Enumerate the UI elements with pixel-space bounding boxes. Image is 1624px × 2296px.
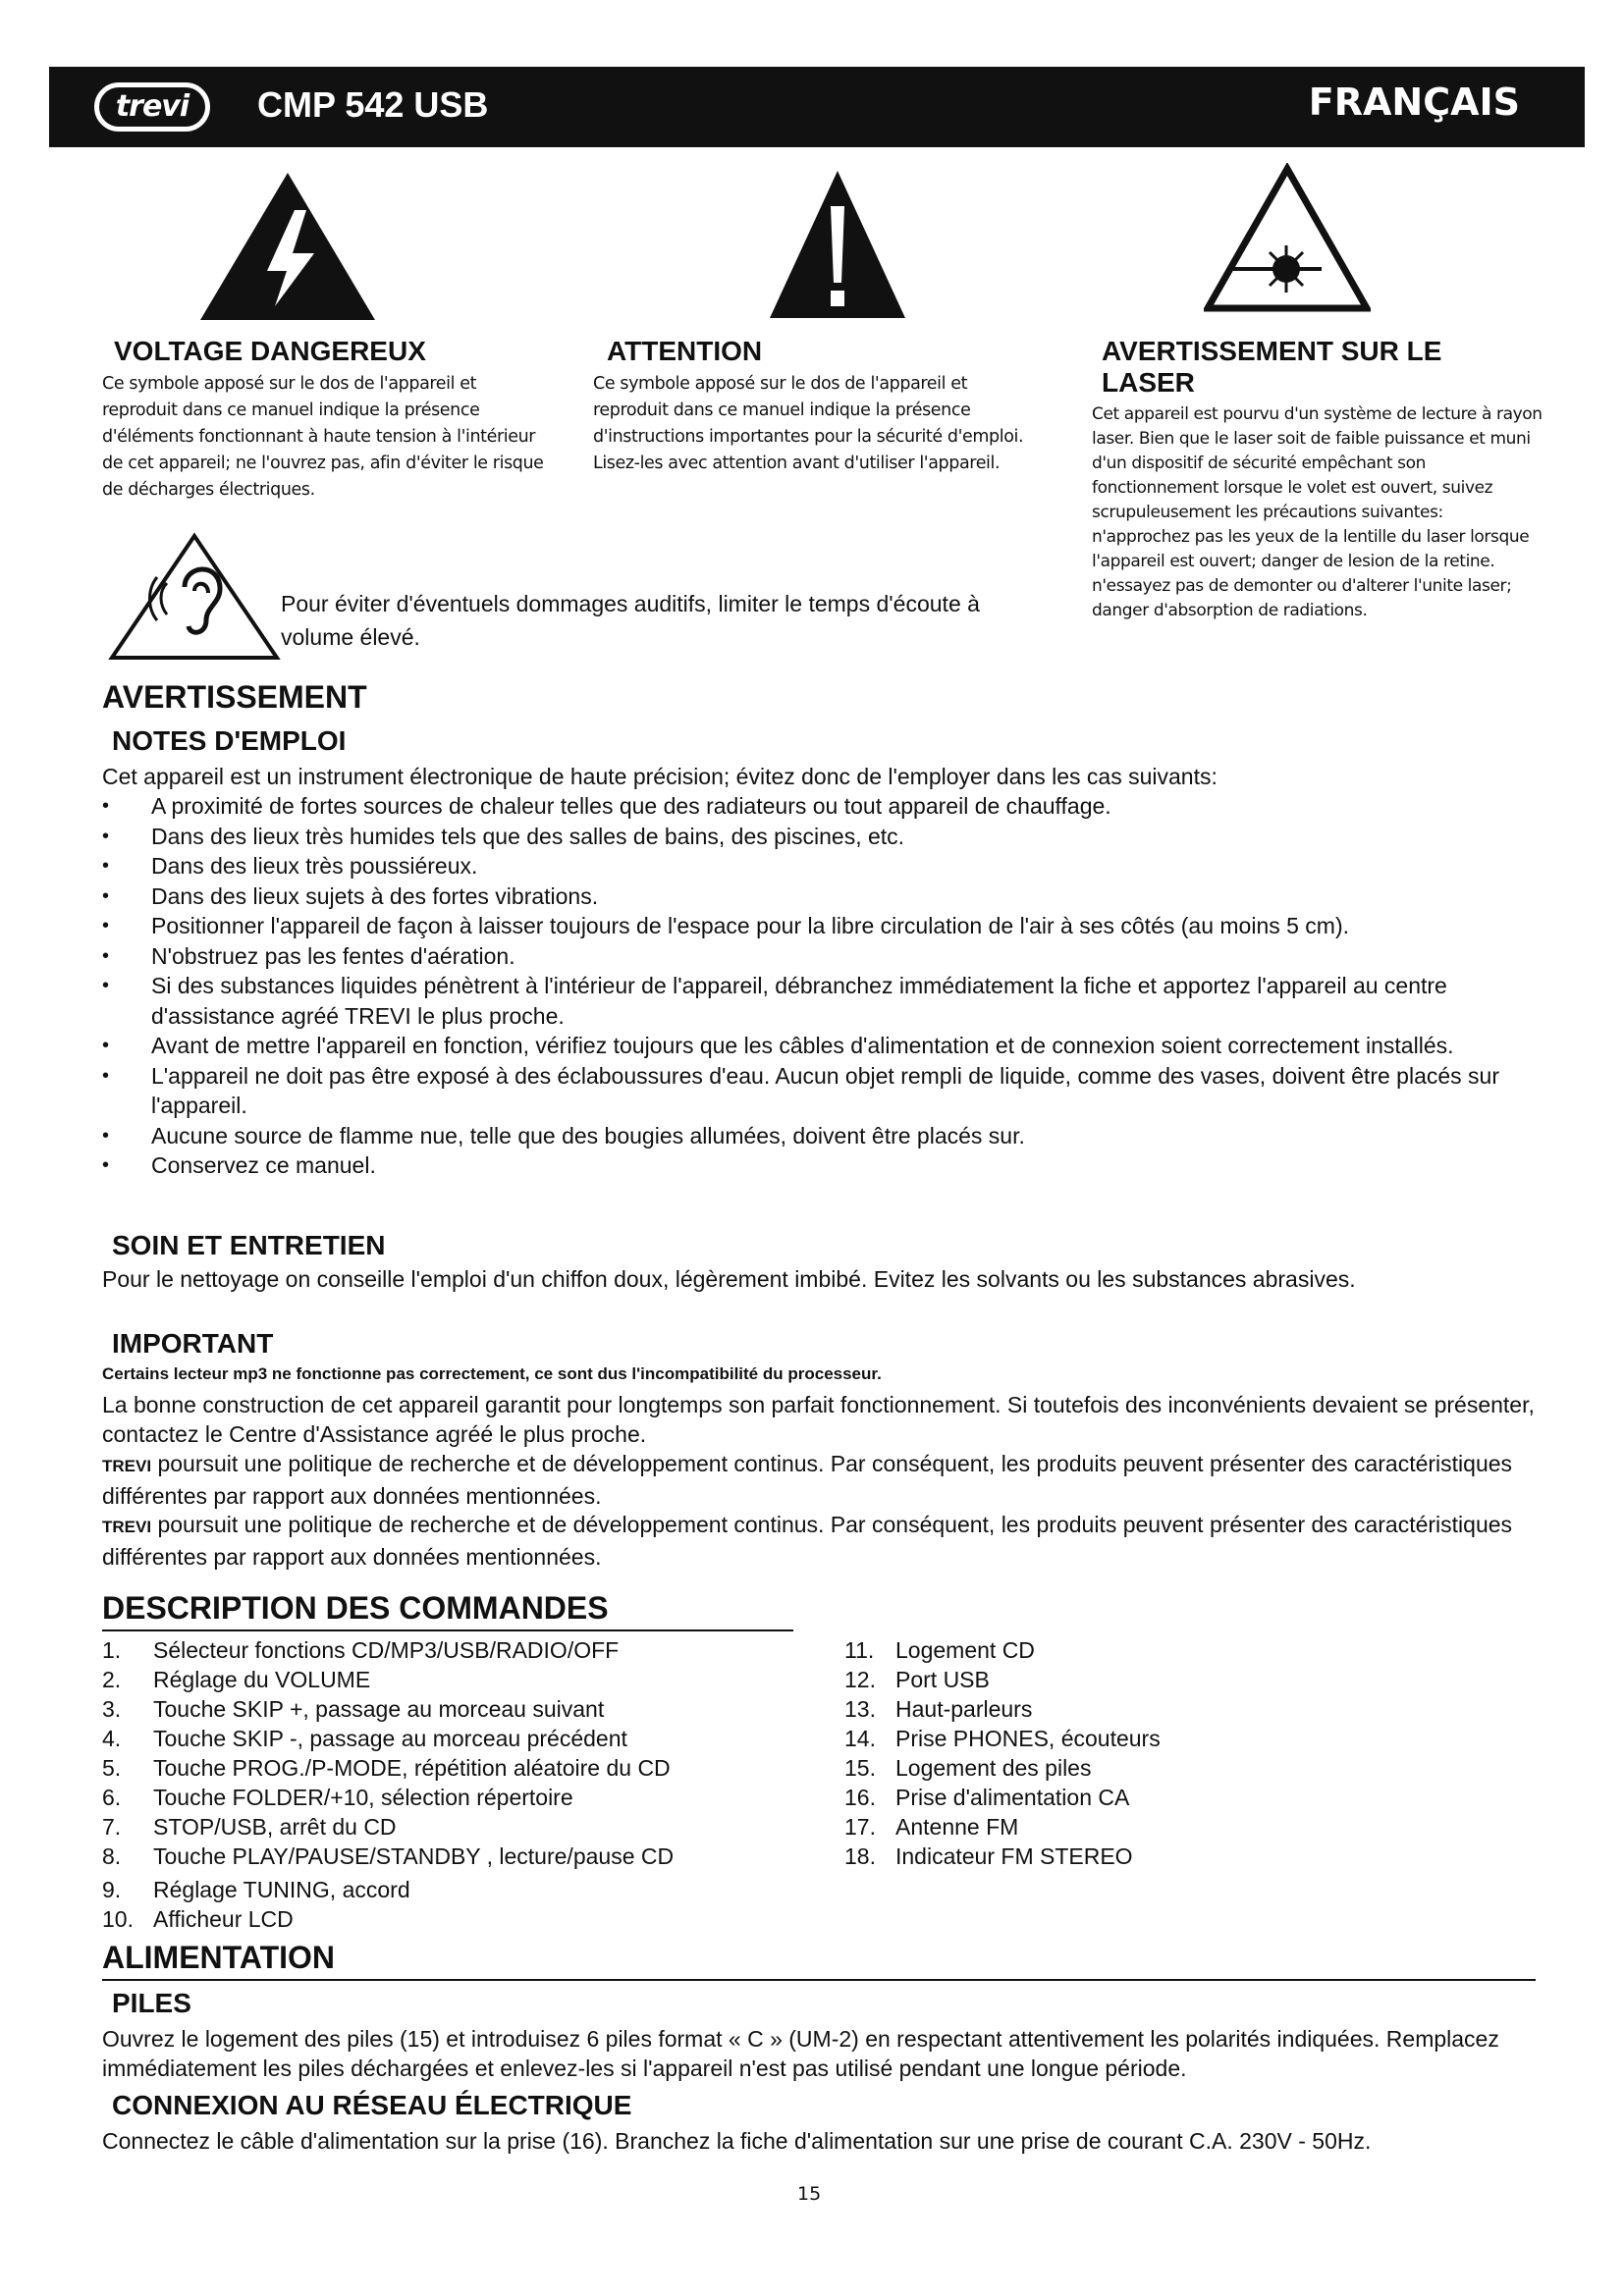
commandes-underline — [102, 1629, 793, 1631]
list-item: 2. Réglage du VOLUME — [102, 1667, 371, 1692]
list-item: • Dans des lieux sujets à des fortes vibrations. — [49, 881, 1542, 912]
list-item: • Dans des lieux très humides tels que des salles de bains, des piscines, etc. — [49, 822, 1542, 852]
list-item: 13. Haut-parleurs — [844, 1696, 1033, 1722]
list-item: 16. Prise d'alimentation CA — [844, 1785, 1130, 1810]
alimentation-title: ALIMENTATION — [102, 1940, 335, 1975]
list-item: 6. Touche FOLDER/+10, sélection répertoire — [102, 1785, 573, 1810]
list-item: 14. Prise PHONES, écouteurs — [844, 1726, 1161, 1751]
list-item: 18. Indicateur FM STEREO — [844, 1843, 1133, 1869]
voltage-title: VOLTAGE DANGEREUX — [114, 336, 426, 366]
list-item: 5. Touche PROG./P-MODE, répétition aléatoire du CD — [102, 1755, 671, 1781]
attention-title: ATTENTION — [607, 336, 763, 366]
alimentation-underline — [102, 1979, 1536, 1981]
list-item: • L'appareil ne doit pas être exposé à des éclaboussures d'eau. Aucun objet rempli de liquide, comme des vases, doivent être placés sur l'appareil. — [49, 1061, 1542, 1121]
attention-text: Ce symbole apposé sur le dos de l'appareil et reproduit dans ce manuel indique la présence d'instructions importantes pour la sécurité d'emploi. Lisez-les avec attention avant d'utiliser l'appareil. — [593, 374, 1024, 473]
list-item: 17. Antenne FM — [844, 1814, 1019, 1840]
hearing-text: Pour éviter d'éventuels dommages auditifs, limiter le temps d'écoute à volume élevé. — [281, 591, 980, 650]
list-item: 10. Afficheur LCD — [102, 1906, 294, 1932]
exclamation-warning-icon — [766, 167, 909, 322]
language-label: FRANÇAIS — [1308, 80, 1520, 124]
avertissement-title: AVERTISSEMENT — [102, 679, 367, 715]
important-p2: TREVI poursuit une politique de recherche et de développement continus. Par conséquent, les produits peuvent présenter des caractéristiques différentes par rapport aux données mentionnées. — [102, 1451, 1513, 1509]
important-p3: TREVI poursuit une politique de recherche et de développement continus. Par conséquent, les produits peuvent présenter des caractéristiques différentes par rapport aux données mentionnées. — [102, 1512, 1513, 1570]
list-item: • Positionner l'appareil de façon à laisser toujours de l'espace pour la libre circulation de l'air à ses côtés (au moins 5 cm). — [49, 911, 1542, 941]
list-item: 8. Touche PLAY/PAUSE/STANDBY , lecture/pause CD — [102, 1843, 675, 1869]
important-p1: La bonne construction de cet appareil garantit pour longtemps son parfait fonctionnement. Si toutefois des inconvénients devaient se présenter, contactez le Centre d'Assistance agréé le plus proche. — [102, 1392, 1535, 1447]
list-item: 9. Réglage TUNING, accord — [102, 1877, 410, 1902]
trevi-logo: trevi — [94, 82, 210, 132]
list-item: 3. Touche SKIP +, passage au morceau suivant — [102, 1696, 605, 1722]
list-item: • Aucune source de flamme nue, telle que des bougies allumées, doivent être placés sur. — [49, 1121, 1542, 1151]
piles-text: Ouvrez le logement des piles (15) et introduisez 6 piles format « C » (UM-2) en respectant attentivement les polarités indiquées. Remplacez immédiatement les piles déchargées et enlevez-les si l'appareil n'est pas utilisé pendant une longue période. — [102, 2026, 1499, 2081]
laser-warning — [1092, 336, 1543, 623]
list-item: 1. Sélecteur fonctions CD/MP3/USB/RADIO/OFF — [102, 1637, 620, 1663]
voltage-text: Ce symbole apposé sur le dos de l'appareil et reproduit dans ce manuel indique la présence d'éléments fonctionnant à haute tension à l'intérieur de cet appareil; ne l'ouvrez pas, afin d'éviter le risque de décharges électriques. — [102, 374, 544, 500]
list-item: • A proximité de fortes sources de chaleur telles que des radiateurs ou tout appareil de chauffage. — [49, 791, 1542, 822]
piles-title: PILES — [112, 1988, 191, 2018]
commandes-title: DESCRIPTION DES COMMANDES — [102, 1590, 609, 1626]
brand-name: TREVI — [102, 1518, 152, 1536]
notes-bullet-list — [49, 791, 1542, 1181]
list-item: 11. Logement CD — [844, 1637, 1035, 1663]
brand-name: TREVI — [102, 1457, 152, 1475]
soin-text: Pour le nettoyage on conseille l'emploi d'un chiffon doux, légèrement imbibé. Evitez les solvants ou les substances abrasives. — [102, 1266, 1356, 1292]
list-item: • Si des substances liquides pénètrent à l'intérieur de l'appareil, débranchez immédiatement la fiche et apportez l'appareil au centre d'assistance agréé TREVI le plus proche. — [49, 971, 1542, 1031]
important-title: IMPORTANT — [112, 1328, 274, 1359]
attention-warning — [593, 336, 1045, 477]
lightning-warning-icon — [196, 169, 379, 324]
important-note: Certains lecteur mp3 ne fonctionne pas correctement, ce sont dus l'incompatibilité du processeur. — [102, 1364, 882, 1383]
list-item: 12. Port USB — [844, 1667, 990, 1692]
laser-text: Cet appareil est pourvu d'un système de lecture à rayon laser. Bien que le laser soit de faible puissance et muni d'un dispositif de sécurité empêchant son fonctionnement lorsque le volet est ouvert, suivez scrupuleusement les précautions suivantes: n'approchez pas les yeux de la lentille du laser lorsque l'appareil est ouvert; danger de lesion de la retine. n'essayez pas de demonter ou d'alterer l'unite laser; danger d'absorption de radiations. — [1092, 404, 1543, 620]
hearing-warning-icon — [108, 530, 281, 662]
model-title: CMP 542 USB — [257, 84, 489, 125]
list-item: 4. Touche SKIP -, passage au morceau précédent — [102, 1726, 627, 1751]
page-number: 15 — [797, 2183, 822, 2205]
list-item: 7. STOP/USB, arrêt du CD — [102, 1814, 397, 1840]
laser-title: AVERTISSEMENT SUR LE LASER — [1102, 336, 1442, 398]
list-item: 15. Logement des piles — [844, 1755, 1092, 1781]
commandes-list-left — [102, 1635, 809, 1934]
voltage-warning — [102, 336, 554, 504]
notes-title: NOTES D'EMPLOI — [112, 725, 347, 756]
soin-title: SOIN ET ENTRETIEN — [112, 1230, 386, 1260]
commandes-list-right — [844, 1635, 1434, 1871]
list-item: • Conservez ce manuel. — [49, 1150, 1542, 1181]
list-item: • Dans des lieux très poussiéreux. — [49, 851, 1542, 881]
reseau-text: Connectez le câble d'alimentation sur la prise (16). Branchez la fiche d'alimentation sur une prise de courant C.A. 230V - 50Hz. — [102, 2128, 1372, 2154]
list-item: • Avant de mettre l'appareil en fonction, vérifiez toujours que les câbles d'alimentation et de connexion soient correctement installés. — [49, 1031, 1542, 1061]
reseau-title: CONNEXION AU RÉSEAU ÉLECTRIQUE — [112, 2090, 632, 2120]
notes-intro: Cet appareil est un instrument électronique de haute précision; évitez donc de l'employer dans les cas suivants: — [102, 764, 1218, 789]
list-item: • N'obstruez pas les fentes d'aération. — [49, 941, 1542, 972]
laser-warning-icon — [1204, 163, 1371, 312]
page-header — [49, 67, 1585, 147]
